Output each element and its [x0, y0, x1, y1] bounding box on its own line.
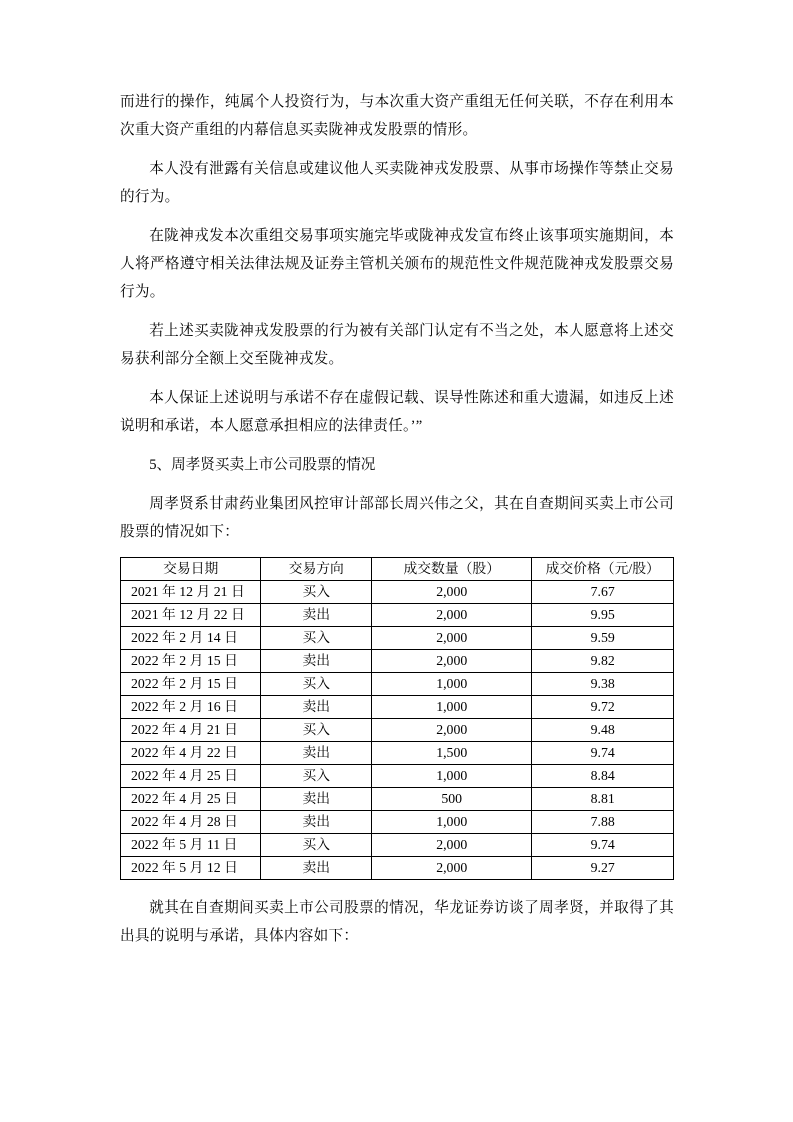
cell-trade-price: 8.84: [532, 765, 674, 788]
cell-trade-direction: 卖出: [261, 857, 372, 880]
cell-trade-price: 9.48: [532, 719, 674, 742]
cell-trade-direction: 卖出: [261, 604, 372, 627]
cell-trade-date: 2021 年 12 月 21 日: [121, 581, 261, 604]
table-row: [121, 811, 674, 834]
cell-trade-direction: 买入: [261, 673, 372, 696]
table-row: [121, 650, 674, 673]
cell-trade-quantity: 2,000: [372, 604, 532, 627]
table-row: [121, 719, 674, 742]
cell-trade-price: 9.82: [532, 650, 674, 673]
table-row: [121, 627, 674, 650]
cell-trade-quantity: 2,000: [372, 834, 532, 857]
cell-trade-direction: 卖出: [261, 650, 372, 673]
cell-trade-quantity: 2,000: [372, 719, 532, 742]
cell-trade-quantity: 1,500: [372, 742, 532, 765]
cell-trade-date: 2022 年 5 月 12 日: [121, 857, 261, 880]
cell-trade-price: 9.95: [532, 604, 674, 627]
cell-trade-price: 9.27: [532, 857, 674, 880]
cell-trade-quantity: 1,000: [372, 673, 532, 696]
cell-trade-date: 2022 年 4 月 28 日: [121, 811, 261, 834]
cell-trade-quantity: 500: [372, 788, 532, 811]
cell-trade-direction: 买入: [261, 834, 372, 857]
cell-trade-date: 2022 年 2 月 15 日: [121, 673, 261, 696]
cell-trade-quantity: 1,000: [372, 765, 532, 788]
section-heading: 5、周孝贤买卖上市公司股票的情况: [149, 457, 376, 473]
cell-trade-date: 2022 年 4 月 25 日: [121, 788, 261, 811]
cell-trade-price: 9.74: [532, 742, 674, 765]
paragraph-profit-surrender-statement: 若上述买卖陇神戎发股票的行为被有关部门认定有不当之处，本人愿意将上述交易获利部分全额上交至陇神戎发。: [120, 323, 674, 367]
paragraph-closing: 就其在自查期间买卖上市公司股票的情况，华龙证券访谈了周孝贤，并取得了其出具的说明与承诺，具体内容如下：: [120, 900, 674, 944]
cell-trade-date: 2022 年 2 月 16 日: [121, 696, 261, 719]
cell-trade-date: 2022 年 2 月 14 日: [121, 627, 261, 650]
paragraph-no-leak-statement: 本人没有泄露有关信息或建议他人买卖陇神戎发股票、从事市场操作等禁止交易的行为。: [120, 161, 674, 205]
cell-trade-direction: 卖出: [261, 696, 372, 719]
cell-trade-price: 7.67: [532, 581, 674, 604]
table-row: [121, 765, 674, 788]
cell-trade-date: 2022 年 5 月 11 日: [121, 834, 261, 857]
paragraph-guarantee-statement: 本人保证上述说明与承诺不存在虚假记载、误导性陈述和重大遗漏，如违反上述说明和承诺，本人愿意承担相应的法律责任。’”: [120, 390, 674, 434]
cell-trade-direction: 卖出: [261, 742, 372, 765]
cell-trade-direction: 买入: [261, 765, 372, 788]
cell-trade-quantity: 1,000: [372, 696, 532, 719]
cell-trade-direction: 买入: [261, 719, 372, 742]
table-header-row: [121, 558, 674, 581]
cell-trade-date: 2022 年 2 月 15 日: [121, 650, 261, 673]
paragraph-compliance-statement: 在陇神戎发本次重组交易事项实施完毕或陇神戎发宣布终止该事项实施期间，本人将严格遵守相关法律法规及证券主管机关颁布的规范性文件规范陇神戎发股票交易行为。: [120, 228, 674, 300]
trade-table-body: [121, 581, 674, 880]
cell-trade-date: 2022 年 4 月 21 日: [121, 719, 261, 742]
table-row: [121, 581, 674, 604]
header-trade-date: 交易日期: [121, 558, 261, 581]
cell-trade-direction: 买入: [261, 627, 372, 650]
cell-trade-price: 9.74: [532, 834, 674, 857]
cell-trade-quantity: 2,000: [372, 857, 532, 880]
table-row: [121, 604, 674, 627]
table-row: [121, 834, 674, 857]
table-row: [121, 788, 674, 811]
header-trade-direction: 交易方向: [261, 558, 372, 581]
cell-trade-price: 8.81: [532, 788, 674, 811]
cell-trade-quantity: 2,000: [372, 627, 532, 650]
cell-trade-direction: 买入: [261, 581, 372, 604]
cell-trade-quantity: 2,000: [372, 650, 532, 673]
stock-trade-table: [120, 557, 674, 880]
header-trade-quantity: 成交数量（股）: [372, 558, 532, 581]
table-row: [121, 742, 674, 765]
cell-trade-date: 2021 年 12 月 22 日: [121, 604, 261, 627]
header-trade-price: 成交价格（元/股）: [532, 558, 674, 581]
cell-trade-price: 9.72: [532, 696, 674, 719]
table-row: [121, 857, 674, 880]
paragraph-continuation: 而进行的操作，纯属个人投资行为，与本次重大资产重组无任何关联，不存在利用本次重大资产重组的内幕信息买卖陇神戎发股票的情形。: [120, 94, 674, 138]
cell-trade-price: 9.38: [532, 673, 674, 696]
cell-trade-direction: 卖出: [261, 788, 372, 811]
cell-trade-date: 2022 年 4 月 25 日: [121, 765, 261, 788]
cell-trade-quantity: 2,000: [372, 581, 532, 604]
cell-trade-quantity: 1,000: [372, 811, 532, 834]
table-row: [121, 673, 674, 696]
cell-trade-price: 9.59: [532, 627, 674, 650]
cell-trade-direction: 卖出: [261, 811, 372, 834]
cell-trade-date: 2022 年 4 月 22 日: [121, 742, 261, 765]
table-row: [121, 696, 674, 719]
paragraph-table-intro: 周孝贤系甘肃药业集团风控审计部部长周兴伟之父，其在自查期间买卖上市公司股票的情况如下：: [120, 496, 674, 540]
cell-trade-price: 7.88: [532, 811, 674, 834]
